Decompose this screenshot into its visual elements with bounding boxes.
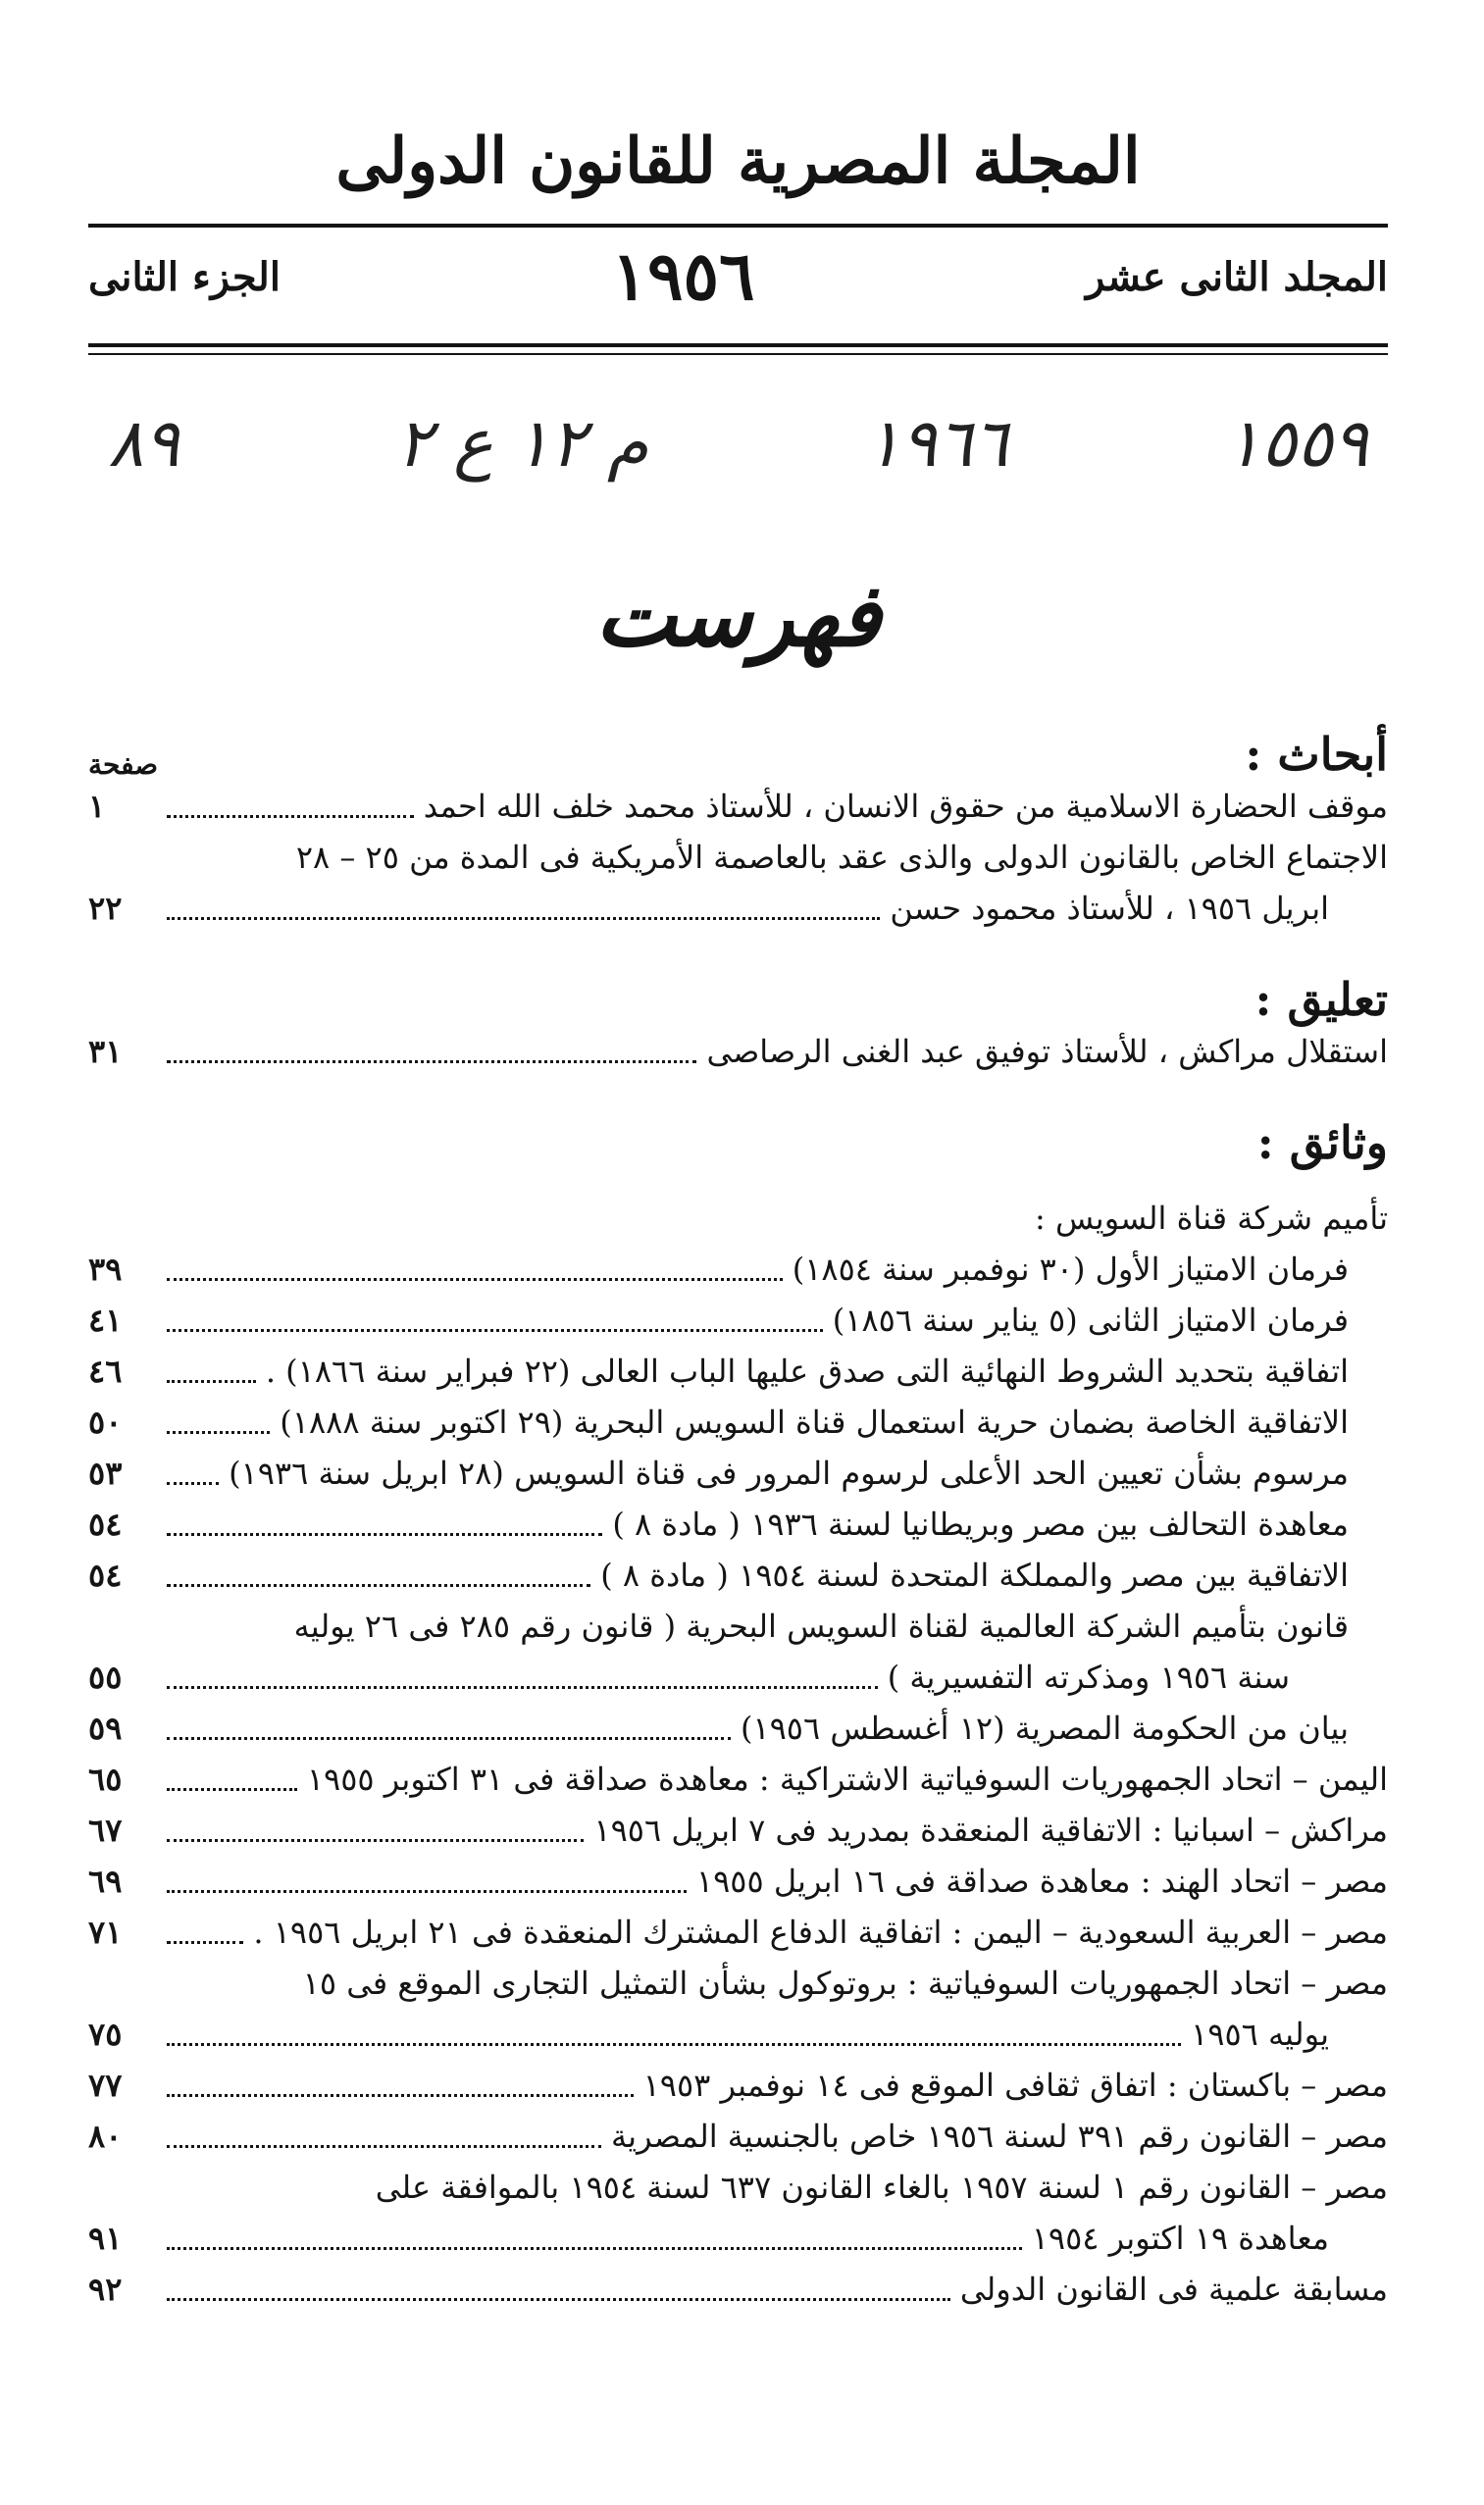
entry-page: ٥٥ (88, 1659, 123, 1696)
part-label: الجزء الثانى (88, 253, 281, 300)
toc-entry[interactable] (88, 2111, 1388, 2162)
entry-page: ٤٦ (88, 1353, 123, 1390)
toc-entry[interactable] (88, 1499, 1349, 1550)
toc-entry[interactable] (88, 1295, 1349, 1346)
entry-title: معاهدة التحالف بين مصر وبريطانيا لسنة ١٩٣٦ ( مادة ٨ ) (612, 1506, 1349, 1543)
dot-leader (167, 1737, 731, 1740)
dot-leader (167, 2298, 950, 2301)
section-title: أبحاث : (1245, 728, 1388, 781)
entry-page: ٥٠ (88, 1404, 123, 1441)
handwritten-d: ٨٩ (108, 404, 180, 483)
entry-title: استقلال مراكش ، للأستاذ توفيق عبد الغنى الرصاصى (706, 1033, 1388, 1070)
entry-title: ابريل ١٩٥٦ ، للأستاذ محمود حسن (890, 890, 1329, 927)
entry-title: مصر – باكستان : اتفاق ثقافى الموقع فى ١٤ نوفمبر ١٩٥٣ (642, 2067, 1388, 2104)
entry-title: مراكش – اسبانيا : الاتفاقية المنعقدة بمدريد فى ٧ ابريل ١٩٥٦ (593, 1812, 1388, 1849)
entry-title-line[interactable]: قانون بتأميم الشركة العالمية لقناة السويس البحرية ( قانون رقم ٢٨٥ فى ٢٦ يوليه (293, 1608, 1349, 1645)
dot-leader (167, 1329, 823, 1332)
entry-page: ٥٤ (88, 1506, 123, 1543)
section-title: تعليق : (1254, 973, 1388, 1026)
toc-entry[interactable] (88, 2213, 1388, 2264)
entry-title: مصر – القانون رقم ٣٩١ لسنة ١٩٥٦ خاص بالجنسية المصرية (611, 2118, 1388, 2155)
meta-rule-thin (88, 353, 1388, 355)
dot-leader (167, 1686, 878, 1689)
handwritten-b: ١٩٦٦ (864, 404, 1009, 483)
section-documents-head (88, 1116, 1388, 1169)
entry-page: ٧٥ (88, 2016, 123, 2053)
entry-title: فرمان الامتياز الثانى (٥ يناير سنة ١٨٥٦) (832, 1302, 1349, 1339)
entry-page: ٩١ (88, 2220, 123, 2257)
entry-page: ٦٩ (88, 1863, 123, 1900)
entry-title: اليمن – اتحاد الجمهوريات السوفياتية الاشتراكية : معاهدة صداقة فى ٣١ اكتوبر ١٩٥٥ (306, 1761, 1388, 1798)
entry-title: مصر – العربية السعودية – اليمن : اتفاقية الدفاع المشترك المنعقدة فى ٢١ ابريل ١٩٥٦ . (253, 1914, 1388, 1951)
entry-page: ٧٧ (88, 2067, 123, 2104)
entry-page: ٦٥ (88, 1761, 123, 1798)
dot-leader (167, 1533, 602, 1536)
entry-page: ٣٩ (88, 1251, 123, 1288)
toc-entry[interactable] (88, 1856, 1388, 1907)
entry-page: ٢٢ (88, 890, 123, 927)
entry-title: معاهدة ١٩ اكتوبر ١٩٥٤ (1031, 2220, 1329, 2257)
toc-entry[interactable] (88, 1397, 1349, 1448)
toc-entry[interactable] (88, 1805, 1388, 1856)
section-research (88, 728, 1388, 934)
dot-leader (167, 1482, 219, 1485)
section-comment (88, 973, 1388, 1077)
index-page (88, 118, 1388, 2315)
entry-title-line[interactable]: مصر – اتحاد الجمهوريات السوفياتية : بروتوكول بشأن التمثيل التجارى الموقع فى ١٥ (302, 1965, 1388, 2002)
entry-page: ٥٩ (88, 1710, 123, 1747)
dot-leader (167, 2145, 601, 2148)
suez-entries (88, 1244, 1388, 1754)
toc-entry[interactable] (88, 1907, 1388, 1958)
index-title: فهرست (594, 564, 882, 666)
dot-leader (167, 1941, 243, 1944)
handwritten-a: ١٥٥٩ (1224, 404, 1368, 483)
entry-page: ٤١ (88, 1302, 123, 1339)
dot-leader (167, 917, 880, 920)
year-label: ١٩٥٦ (611, 237, 755, 316)
suez-heading: تأميم شركة قناة السويس : (1035, 1200, 1388, 1237)
entry-page: ٣١ (88, 1033, 123, 1070)
toc-entry[interactable] (88, 1703, 1349, 1754)
toc-entry[interactable] (88, 781, 1388, 832)
section-research-head (88, 728, 1388, 781)
entry-page: ٩٢ (88, 2271, 123, 2308)
volume-label: المجلد الثانى عشر (1086, 253, 1388, 300)
header-meta (88, 228, 1388, 326)
dot-leader (167, 2043, 1181, 2046)
dot-leader (167, 1890, 687, 1893)
entry-title: مسابقة علمية فى القانون الدولى (959, 2271, 1388, 2308)
entry-title: الاتفاقية الخاصة بضمان حرية استعمال قناة السويس البحرية (٢٩ اكتوبر سنة ١٨٨٨) (280, 1404, 1349, 1441)
entry-page: ٨٠ (88, 2118, 123, 2155)
toc-entry[interactable] (88, 1652, 1349, 1703)
toc-entry[interactable] (88, 1346, 1349, 1397)
entry-title: اتفاقية بتحديد الشروط النهائية التى صدق عليها الباب العالى (٢٢ فبراير سنة ١٨٦٦) . (265, 1353, 1349, 1390)
toc-entry[interactable] (88, 2009, 1388, 2060)
handwritten-annotation (88, 384, 1388, 502)
entry-title-line[interactable]: الاجتماع الخاص بالقانون الدولى والذى عقد بالعاصمة الأمريكية فى المدة من ٢٥ – ٢٨ (295, 839, 1388, 876)
dot-leader (167, 815, 414, 818)
entry-title-line[interactable]: مصر – القانون رقم ١ لسنة ١٩٥٧ بالغاء القانون ٦٣٧ لسنة ١٩٥٤ بالموافقة على (375, 2169, 1388, 2206)
dot-leader (167, 1380, 256, 1383)
journal-title: المجلة المصرية للقانون الدولى (335, 125, 1141, 198)
toc-entry[interactable] (88, 1550, 1349, 1601)
toc-entry[interactable] (88, 1026, 1388, 1077)
page-column-label: صفحة (88, 748, 159, 781)
entry-page: ٦٧ (88, 1812, 123, 1849)
entry-title: سنة ١٩٥٦ ومذكرته التفسيرية ) (887, 1659, 1290, 1696)
entry-page: ١ (88, 788, 106, 825)
dot-leader (167, 1278, 783, 1281)
section-title: وثائق : (1256, 1116, 1388, 1169)
entry-title: موقف الحضارة الاسلامية من حقوق الانسان ، للأستاذ محمد خلف الله احمد (423, 788, 1388, 825)
entry-page: ٧١ (88, 1914, 123, 1951)
toc-entry[interactable] (88, 2264, 1388, 2315)
toc-entry[interactable] (88, 1754, 1388, 1805)
entry-page: ٥٤ (88, 1557, 123, 1594)
section-comment-head (88, 973, 1388, 1026)
toc-entry[interactable] (88, 1244, 1349, 1295)
dot-leader (167, 1060, 696, 1063)
dot-leader (167, 2094, 634, 2097)
section-documents (88, 1116, 1388, 2315)
toc-entry[interactable] (88, 2060, 1388, 2111)
toc-entry[interactable] (88, 883, 1388, 934)
entry-title: مصر – اتحاد الهند : معاهدة صداقة فى ١٦ ابريل ١٩٥٥ (695, 1863, 1388, 1900)
entry-title: مرسوم بشأن تعيين الحد الأعلى لرسوم المرور فى قناة السويس (٢٨ ابريل سنة ١٩٣٦) (229, 1455, 1349, 1492)
handwritten-c: م ١٢ ع ٢ (395, 404, 649, 483)
entry-title: يوليه ١٩٥٦ (1191, 2016, 1329, 2053)
entry-page: ٥٣ (88, 1455, 123, 1492)
toc-entry[interactable] (88, 1448, 1349, 1499)
dot-leader (167, 1839, 584, 1842)
dot-leader (167, 1431, 270, 1434)
meta-rule (88, 343, 1388, 347)
dot-leader (167, 1788, 297, 1791)
dot-leader (167, 2247, 1022, 2250)
entry-title: بيان من الحكومة المصرية (١٢ أغسطس ١٩٥٦) (740, 1710, 1349, 1747)
dot-leader (167, 1584, 590, 1587)
entry-title: فرمان الامتياز الأول (٣٠ نوفمبر سنة ١٨٥٤) (792, 1251, 1349, 1288)
entry-title: الاتفاقية بين مصر والمملكة المتحدة لسنة ١٩٥٤ ( مادة ٨ ) (600, 1557, 1349, 1594)
